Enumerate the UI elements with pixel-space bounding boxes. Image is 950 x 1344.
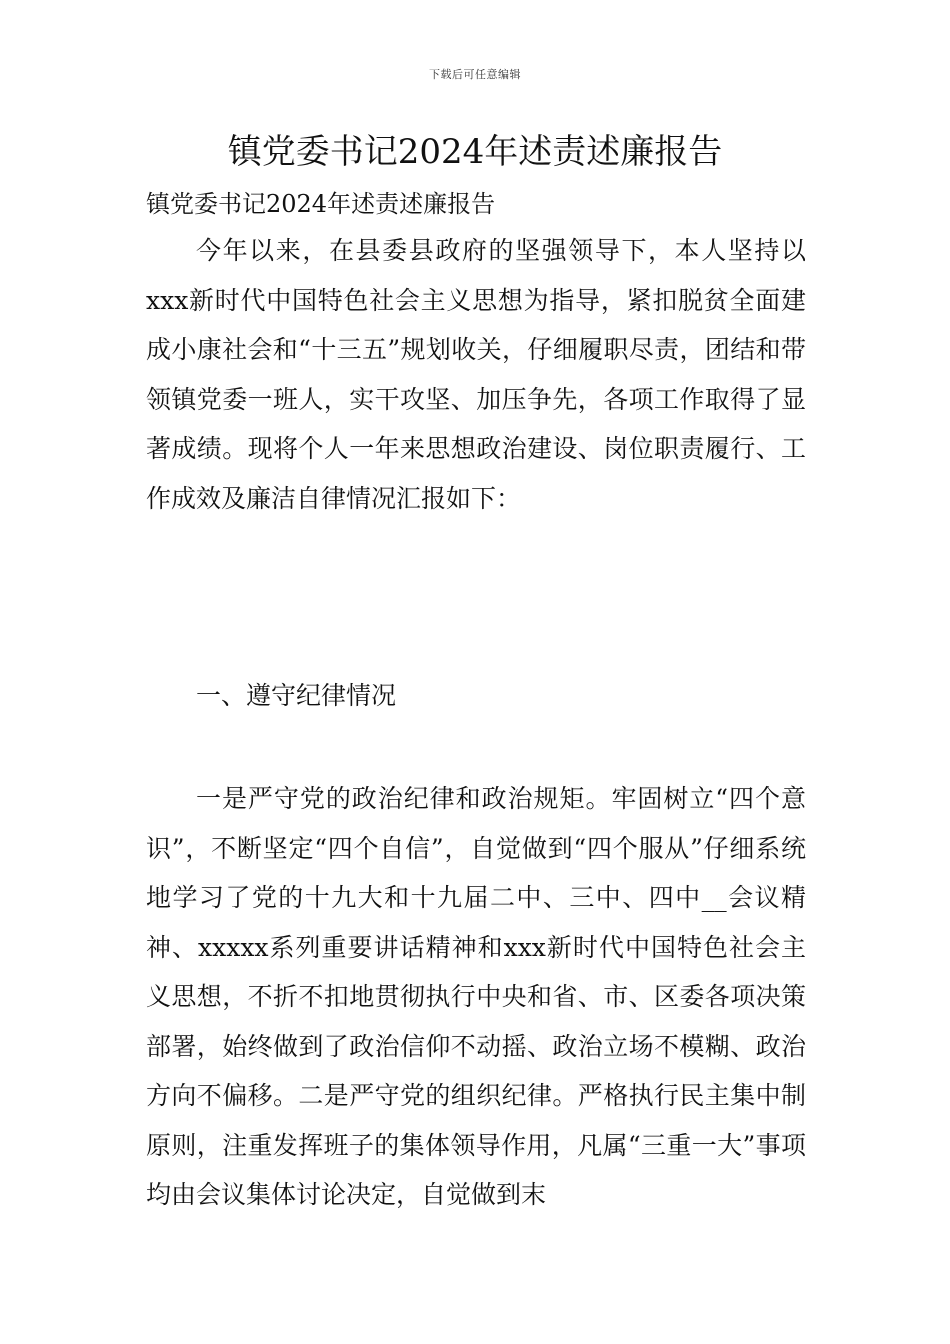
document-title: 镇党委书记2024年述责述廉报告 <box>227 132 723 172</box>
section-heading: 一、遵守纪律情况 <box>196 681 397 710</box>
section-body-paragraph: 一是严守党的政治纪律和政治规矩。牢固树立“四个意识”，不断坚定“四个自信”，自觉做到“四个服从”仔细系统地学习了党的十九大和十九届二中、三中、四中__会议精神、xxxxx系列重要讲话精神和xxx新时代中国特色社会主义思想，不折不扣地贯彻执行中央和省、市、区委各项决策部署，始终做到了政治信仰不动摇、政治立场不模糊、政治方向不偏移。二是严守党的组织纪律。严格执行民主集中制原则，注重发挥班子的集体领导作用，凡属“三重一大”事项均由会议集体讨论决定，自觉做到末 <box>146 784 806 1209</box>
intro-paragraph: 今年以来，在县委县政府的坚强领导下，本人坚持以xxx新时代中国特色社会主义思想为指导，紧扣脱贫全面建成小康社会和“十三五”规划收关，仔细履职尽责，团结和带领镇党委一班人，实干攻坚、加压争先，各项工作取得了显著成绩。现将个人一年来思想政治建设、岗位职责履行、工作成效及廉洁自律情况汇报如下： <box>146 236 806 513</box>
header-note: 下载后可任意编辑 <box>429 68 521 81</box>
document-subtitle: 镇党委书记2024年述责述廉报告 <box>146 190 496 218</box>
